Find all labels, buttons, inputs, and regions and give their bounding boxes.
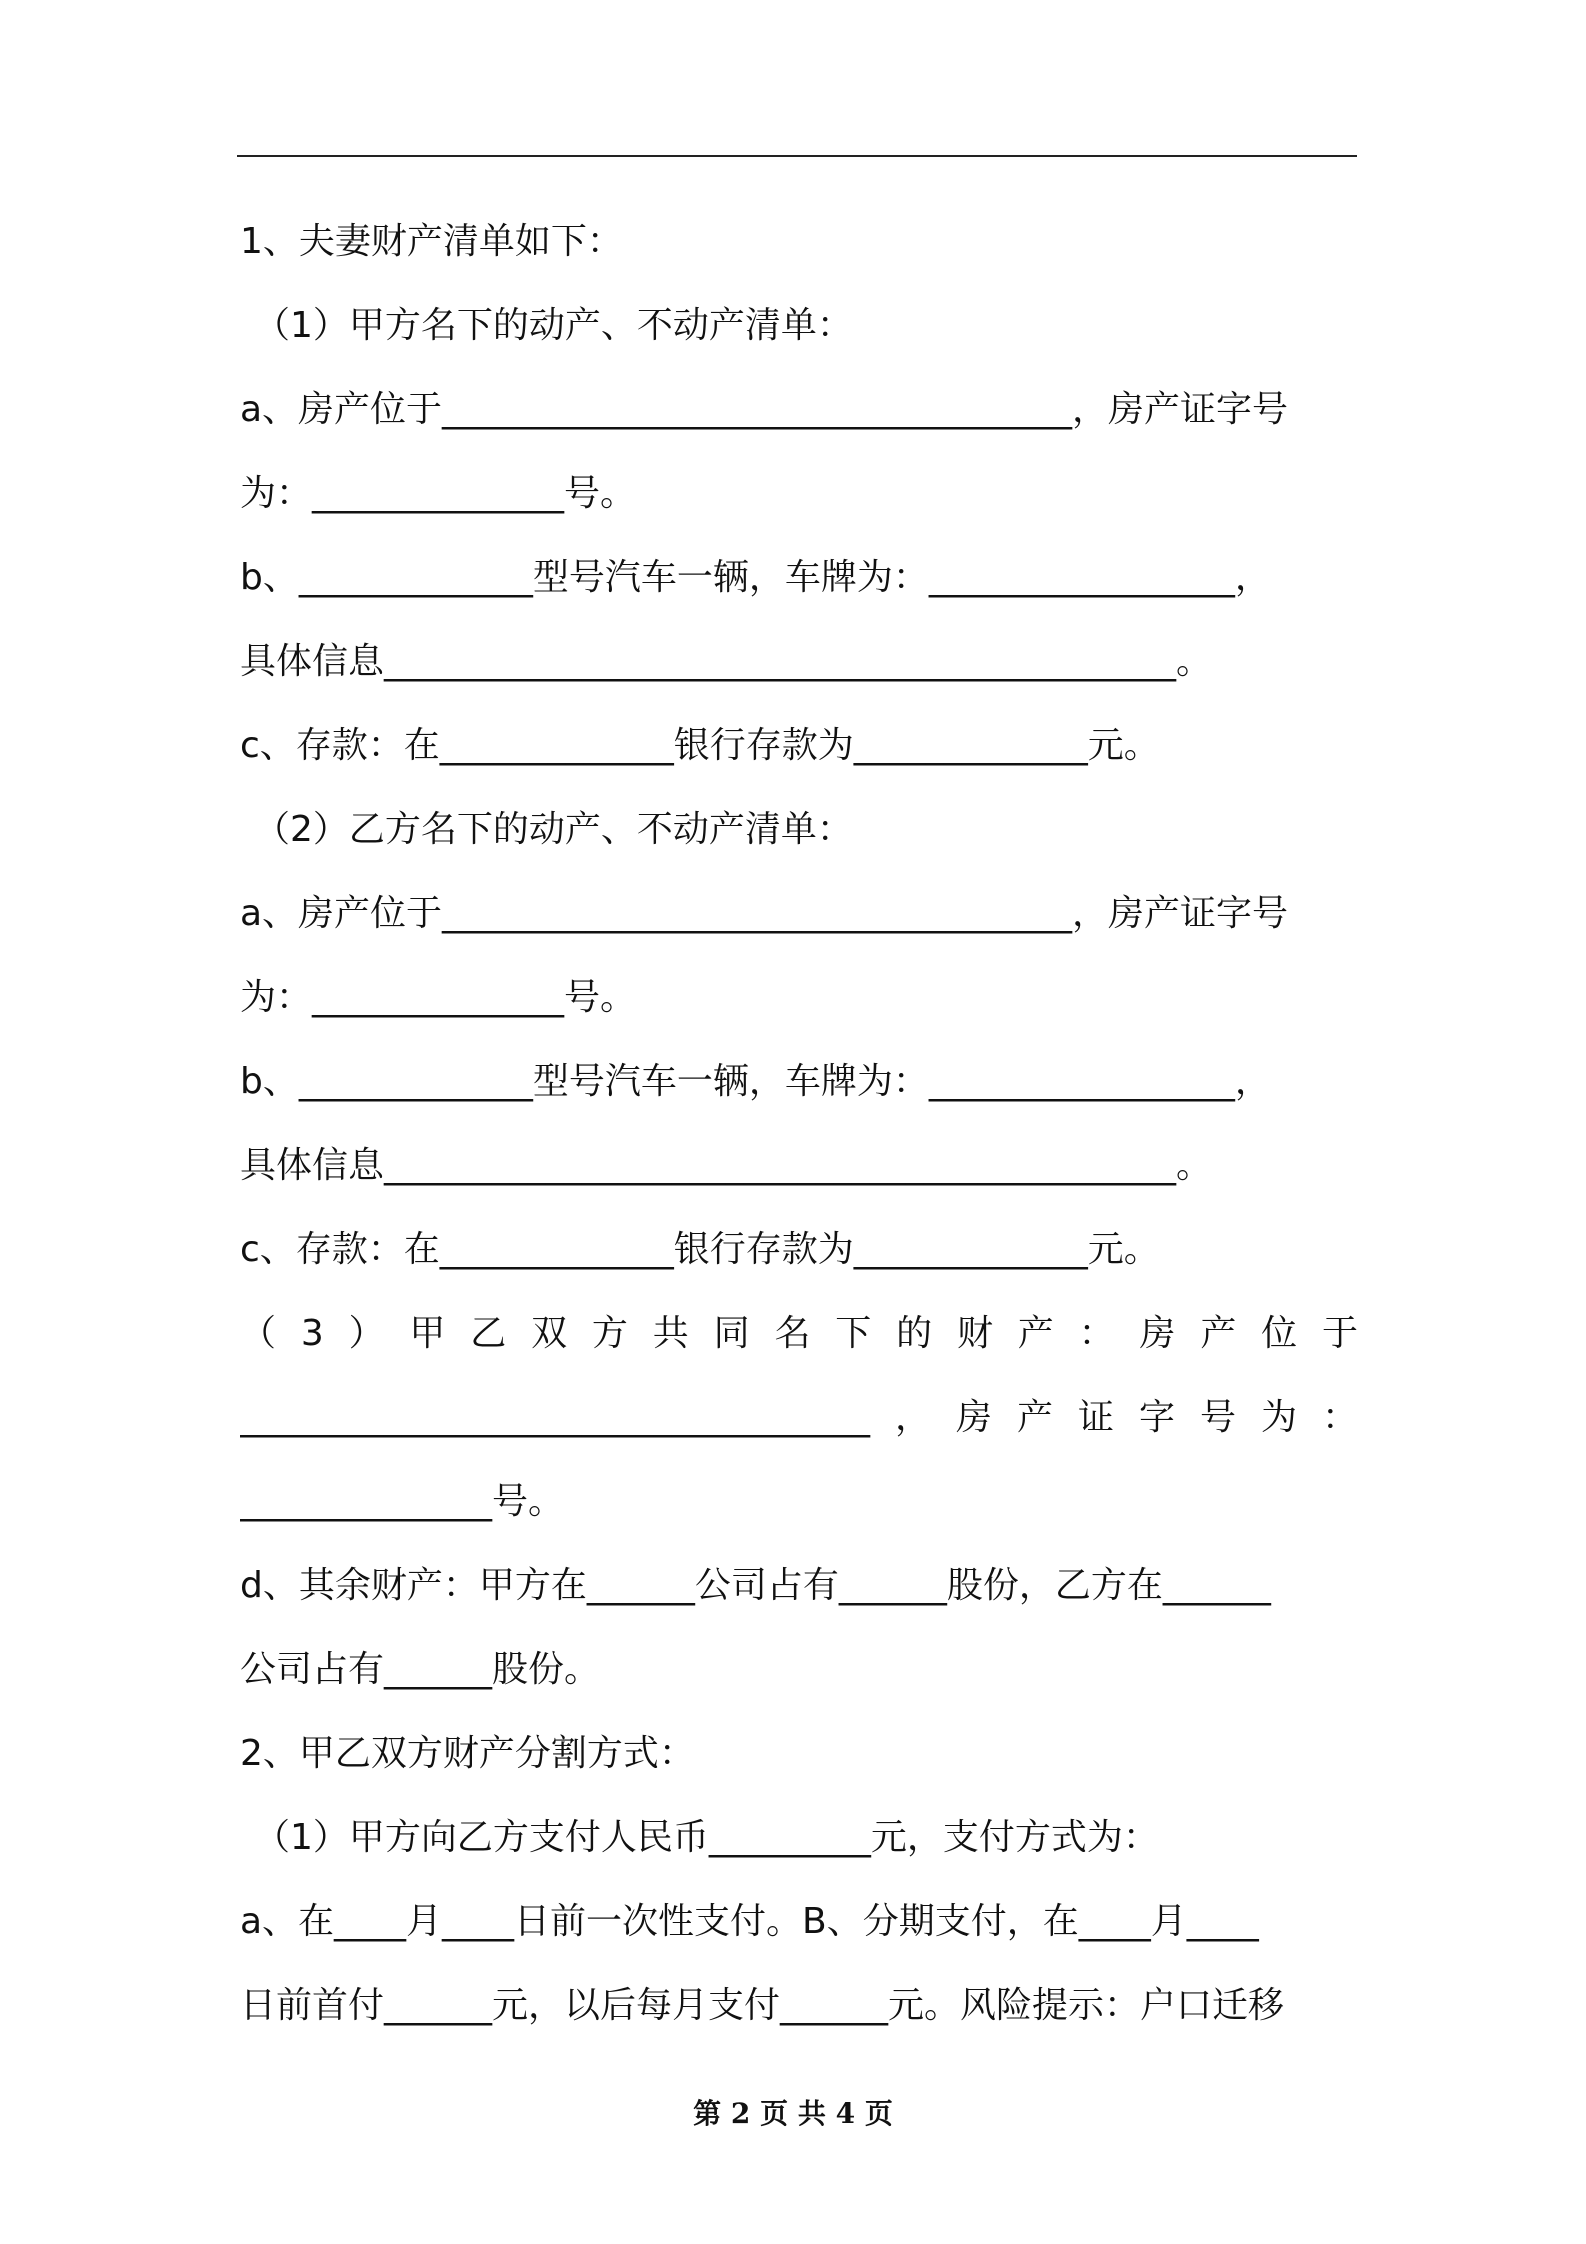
text-line: ___________________________________，房产证字号为： xyxy=(240,1397,1358,1438)
text-line: 具体信息____________________________________________。 xyxy=(240,641,1213,682)
text-line: ______________号。 xyxy=(240,1481,565,1522)
text-line: a、在____月____日前一次性支付。B、分期支付，在____月____ xyxy=(240,1901,1259,1942)
section-heading: 2、甲乙双方财产分割方式： xyxy=(240,1733,695,1774)
text-line: 为：______________号。 xyxy=(240,473,637,514)
section-heading: 1、夫妻财产清单如下： xyxy=(240,221,623,262)
text-line: 日前首付______元，以后每月支付______元。风险提示：户口迁移 xyxy=(240,1985,1285,2026)
text-line: d、其余财产：甲方在______公司占有______股份，乙方在______ xyxy=(240,1565,1271,1606)
text-line: c、存款：在_____________银行存款为_____________元。 xyxy=(240,1229,1160,1270)
text-line: a、房产位于___________________________________，房产证字号 xyxy=(240,893,1289,934)
text-line: 为：______________号。 xyxy=(240,977,637,1018)
page-number: 第 2 页 共 4 页 xyxy=(693,2097,893,2130)
document-body xyxy=(240,200,1358,2048)
header-rule xyxy=(237,155,1357,157)
subsection-heading: （1）甲方名下的动产、不动产清单： xyxy=(254,305,853,346)
subsection-heading: （2）乙方名下的动产、不动产清单： xyxy=(254,809,853,850)
text-line: a、房产位于___________________________________，房产证字号 xyxy=(240,389,1289,430)
text-line: c、存款：在_____________银行存款为_____________元。 xyxy=(240,725,1160,766)
text-line: 具体信息____________________________________________。 xyxy=(240,1145,1213,1186)
text-line: 公司占有______股份。 xyxy=(240,1649,601,1690)
text-line: （3）甲乙双方共同名下的财产：房产位于 xyxy=(240,1313,1358,1354)
text-line: b、_____________型号汽车一辆，车牌为：_________________， xyxy=(240,1061,1271,1102)
text-line: b、_____________型号汽车一辆，车牌为：_________________， xyxy=(240,557,1271,598)
subsection-heading: （1）甲方向乙方支付人民币_________元，支付方式为： xyxy=(254,1817,1159,1858)
